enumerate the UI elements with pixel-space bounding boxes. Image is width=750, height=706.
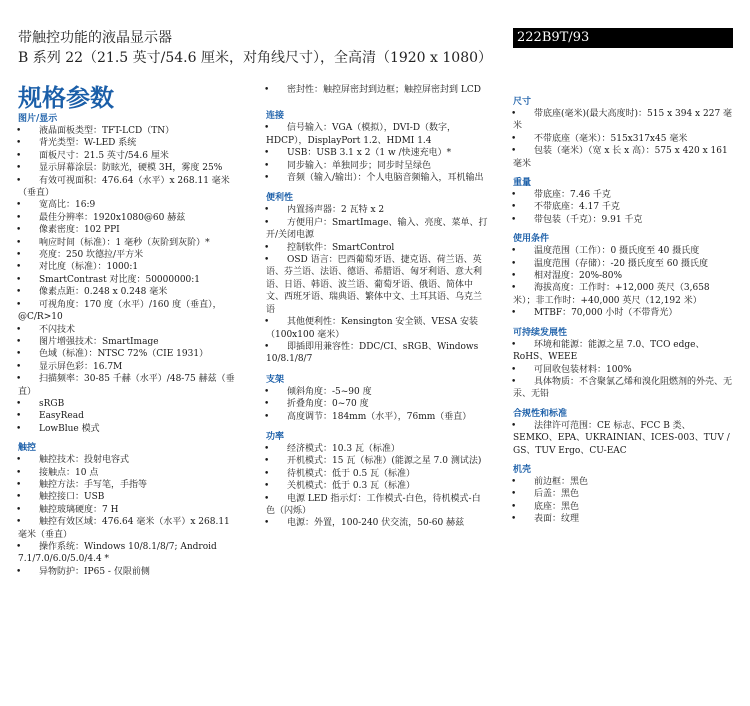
spec-item: • 显示屏幕涂层：防眩光，硬模 3H，雾度 25% <box>18 162 240 174</box>
spec-column-2 <box>266 84 488 538</box>
spec-item: • 即插即用兼容性：DDC/CI、sRGB、Windows 10/8.1/8/7 <box>266 341 488 366</box>
spec-item: • 前边框：黑色 <box>513 476 733 488</box>
spec-item: • 待机模式：低于 0.5 瓦（标准） <box>266 468 488 480</box>
spec-item-list <box>266 204 488 365</box>
spec-section <box>513 96 733 170</box>
section-heading: 重量 <box>513 178 532 189</box>
spec-item: • 其他便利性：Kensington 安全锁、VESA 安装（100x100 毫米） <box>266 316 488 341</box>
spec-item: • 像素点距：0.248 x 0.248 毫米 <box>18 286 240 298</box>
spec-item-list <box>266 443 488 530</box>
spec-section <box>18 113 240 435</box>
spec-item-list <box>18 454 240 578</box>
spec-item-list <box>513 245 733 319</box>
section-heading: 机壳 <box>513 464 532 475</box>
lead-item-list <box>266 84 488 96</box>
column-3-sections <box>513 96 733 526</box>
spec-item-list <box>513 476 733 526</box>
spec-item: • 底座：黑色 <box>513 501 733 513</box>
spec-item: • 包装（毫米）（宽 x 长 x 高）：575 x 420 x 161 毫米 <box>513 145 733 170</box>
spec-item-list <box>266 386 488 423</box>
spec-item: • 后盖：黑色 <box>513 488 733 500</box>
spec-item: • 触控接口：USB <box>18 491 240 503</box>
spec-item: • 同步输入：单独同步；同步时呈绿色 <box>266 160 488 172</box>
spec-item: • 音频（输入/输出）：个人电脑音频输入，耳机输出 <box>266 172 488 184</box>
spec-item: • OSD 语言：巴西葡萄牙语、捷克语、荷兰语、英语、芬兰语、法语、德语、希腊语、匈牙利语、意大利语、日语、韩语、波兰语、葡萄牙语、俄语、简体中文、西班牙语、瑞典语、繁体中文、土耳其语、乌克兰语 <box>266 254 488 316</box>
spec-section <box>513 327 733 401</box>
section-heading: 尺寸 <box>513 97 532 107</box>
spec-section <box>513 177 733 226</box>
spec-item-list <box>513 339 733 401</box>
section-heading: 连接 <box>266 111 285 122</box>
spec-item: • 经济模式：10.3 瓦（标准） <box>266 443 488 455</box>
spec-item: • 不带底座（毫米）：515x317x45 毫米 <box>513 133 733 145</box>
spec-item-list <box>266 122 488 184</box>
spec-item: • 倾斜角度：-5~90 度 <box>266 386 488 398</box>
spec-item: • MTBF：70,000 小时（不带背光） <box>513 307 733 319</box>
spec-item: • 高度调节：184mm（水平），76mm（垂直） <box>266 411 488 423</box>
spec-column-3 <box>513 96 733 533</box>
spec-item: • EasyRead <box>18 410 240 422</box>
spec-item: • 对比度（标准）：1000:1 <box>18 261 240 273</box>
header-line-1: 带触控功能的液晶显示器 <box>18 30 172 46</box>
spec-item: • USB：USB 3.1 x 2（1 w /快速充电）* <box>266 147 488 159</box>
spec-section <box>266 374 488 423</box>
spec-item-list <box>513 189 733 226</box>
spec-item: • 亮度：250 坎德拉/平方米 <box>18 249 240 261</box>
spec-item: • 宽高比：16:9 <box>18 199 240 211</box>
section-heading: 便利性 <box>266 193 294 204</box>
spec-section <box>266 192 488 365</box>
document-header <box>18 28 508 68</box>
spec-item-list <box>513 108 733 170</box>
spec-item-list <box>513 420 733 457</box>
section-heading: 使用条件 <box>513 234 550 245</box>
spec-item: • 内置扬声器：2 瓦特 x 2 <box>266 204 488 216</box>
spec-item: • 图片增强技术：SmartImage <box>18 336 240 348</box>
section-heading: 支架 <box>266 374 285 385</box>
spec-item: • 密封性：触控屏密封到边框；触控屏密封到 LCD <box>266 84 488 96</box>
page-title: 规格参数 <box>18 83 114 112</box>
product-code-badge: 222B9T/93 <box>513 28 733 48</box>
spec-item: • 触控技术：投射电容式 <box>18 454 240 466</box>
spec-item: • SmartContrast 对比度：50000000:1 <box>18 274 240 286</box>
spec-item: • 面板尺寸：21.5 英寸/54.6 厘米 <box>18 150 240 162</box>
spec-item: • 背光类型：W-LED 系统 <box>18 137 240 149</box>
header-line-2: B 系列 22（21.5 英寸/54.6 厘米，对角线尺寸），全高清（1920 x 1080） <box>18 50 493 66</box>
spec-item: • 带底座(毫米)(最大高度时)：515 x 394 x 227 毫米 <box>513 108 733 133</box>
spec-item: • 表面：纹理 <box>513 513 733 525</box>
spec-item: • 控制软件：SmartControl <box>266 242 488 254</box>
column-2-sections <box>266 110 488 529</box>
spec-item: • 操作系统：Windows 10/8.1/8/7; Android 7.1/7.0/6.0/5.0/4.4 * <box>18 541 240 566</box>
section-heading: 可持续发展性 <box>513 327 568 338</box>
column-1-sections <box>18 113 240 578</box>
spec-item: • 可视角度：170 度（水平）/160 度（垂直），@C/R>10 <box>18 299 240 324</box>
spec-item: • 色域（标准）：NTSC 72%（CIE 1931） <box>18 348 240 360</box>
spec-item: • 关机模式：低于 0.3 瓦（标准） <box>266 480 488 492</box>
spec-item: • 有效可视面积：476.64（水平）x 268.11 毫米（垂直） <box>18 175 240 200</box>
spec-section <box>513 233 733 319</box>
spec-item: • 电源 LED 指示灯：工作模式-白色，待机模式-白色（闪烁） <box>266 493 488 518</box>
spec-item: • 显示屏色彩：16.7M <box>18 361 240 373</box>
spec-item: • 折叠角度：0~70 度 <box>266 398 488 410</box>
section-heading: 合规性和标准 <box>513 408 568 419</box>
spec-item: • 温度范围（存储）：-20 摄氏度至 60 摄氏度 <box>513 258 733 270</box>
spec-item: • 温度范围（工作）：0 摄氏度至 40 摄氏度 <box>513 245 733 257</box>
spec-section <box>513 408 733 457</box>
spec-column-1 <box>18 84 240 585</box>
spec-item: • 电源：外置，100-240 伏交流，50-60 赫兹 <box>266 517 488 529</box>
spec-item: • 不闪技术 <box>18 324 240 336</box>
spec-item: • 带底座：7.46 千克 <box>513 189 733 201</box>
spec-item: • 最佳分辨率：1920x1080@60 赫兹 <box>18 212 240 224</box>
section-heading: 图片/显示 <box>18 114 58 124</box>
spec-section <box>266 110 488 184</box>
section-heading: 触控 <box>18 443 37 454</box>
spec-item: • 像素密度：102 PPI <box>18 224 240 236</box>
spec-item: • 触控方法：手写笔，手指等 <box>18 479 240 491</box>
spec-section <box>513 464 733 526</box>
spec-item: • 海拔高度：工作时：+12,000 英尺（3,658 米）；非工作时：+40,000 英尺（12,192 米） <box>513 282 733 307</box>
spec-item: • 触控有效区域：476.64 毫米（水平）x 268.11 毫米（垂直） <box>18 516 240 541</box>
spec-item: • 可回收包装材料：100% <box>513 364 733 376</box>
spec-item: • 不带底座：4.17 千克 <box>513 201 733 213</box>
spec-item: • 液晶面板类型：TFT-LCD（TN） <box>18 125 240 137</box>
spec-item: • 带包装（千克）：9.91 千克 <box>513 214 733 226</box>
spec-item: • 扫描频率：30-85 千赫（水平）/48-75 赫兹（垂直） <box>18 373 240 398</box>
spec-item: • sRGB <box>18 398 240 410</box>
spec-item-list <box>18 125 240 435</box>
spec-item: • 法律许可范围：CE 标志、FCC B 类、SEMKO、EPA、UKRAINIAN、ICES-003、TUV / GS、TUV Ergo、CU-EAC <box>513 420 733 457</box>
spec-item: • 方便用户：SmartImage、输入、亮度、菜单、打开/关闭电源 <box>266 217 488 242</box>
spec-item: • 异物防护：IP65 - 仅限前侧 <box>18 566 240 578</box>
spec-item: • 开机模式：15 瓦（标准）(能源之星 7.0 测试法) <box>266 455 488 467</box>
spec-item: • 接触点：10 点 <box>18 467 240 479</box>
spec-section <box>266 431 488 530</box>
spec-item: • LowBlue 模式 <box>18 423 240 435</box>
spec-section <box>18 442 240 578</box>
spec-item: • 触控玻璃硬度：7 H <box>18 504 240 516</box>
spec-item: • 环境和能源：能源之星 7.0、TCO edge、RoHS、WEEE <box>513 339 733 364</box>
spec-item: • 相对湿度：20%-80% <box>513 270 733 282</box>
spec-item: • 具体物质：不含聚氯乙烯和溴化阻燃剂的外壳、无汞、无铅 <box>513 376 733 401</box>
section-heading: 功率 <box>266 431 285 442</box>
spec-item: • 响应时间（标准）：1 毫秒（灰阶到灰阶）* <box>18 237 240 249</box>
spec-item: • 信号输入：VGA（模拟），DVI-D（数字，HDCP），DisplayPort 1.2、HDMI 1.4 <box>266 122 488 147</box>
